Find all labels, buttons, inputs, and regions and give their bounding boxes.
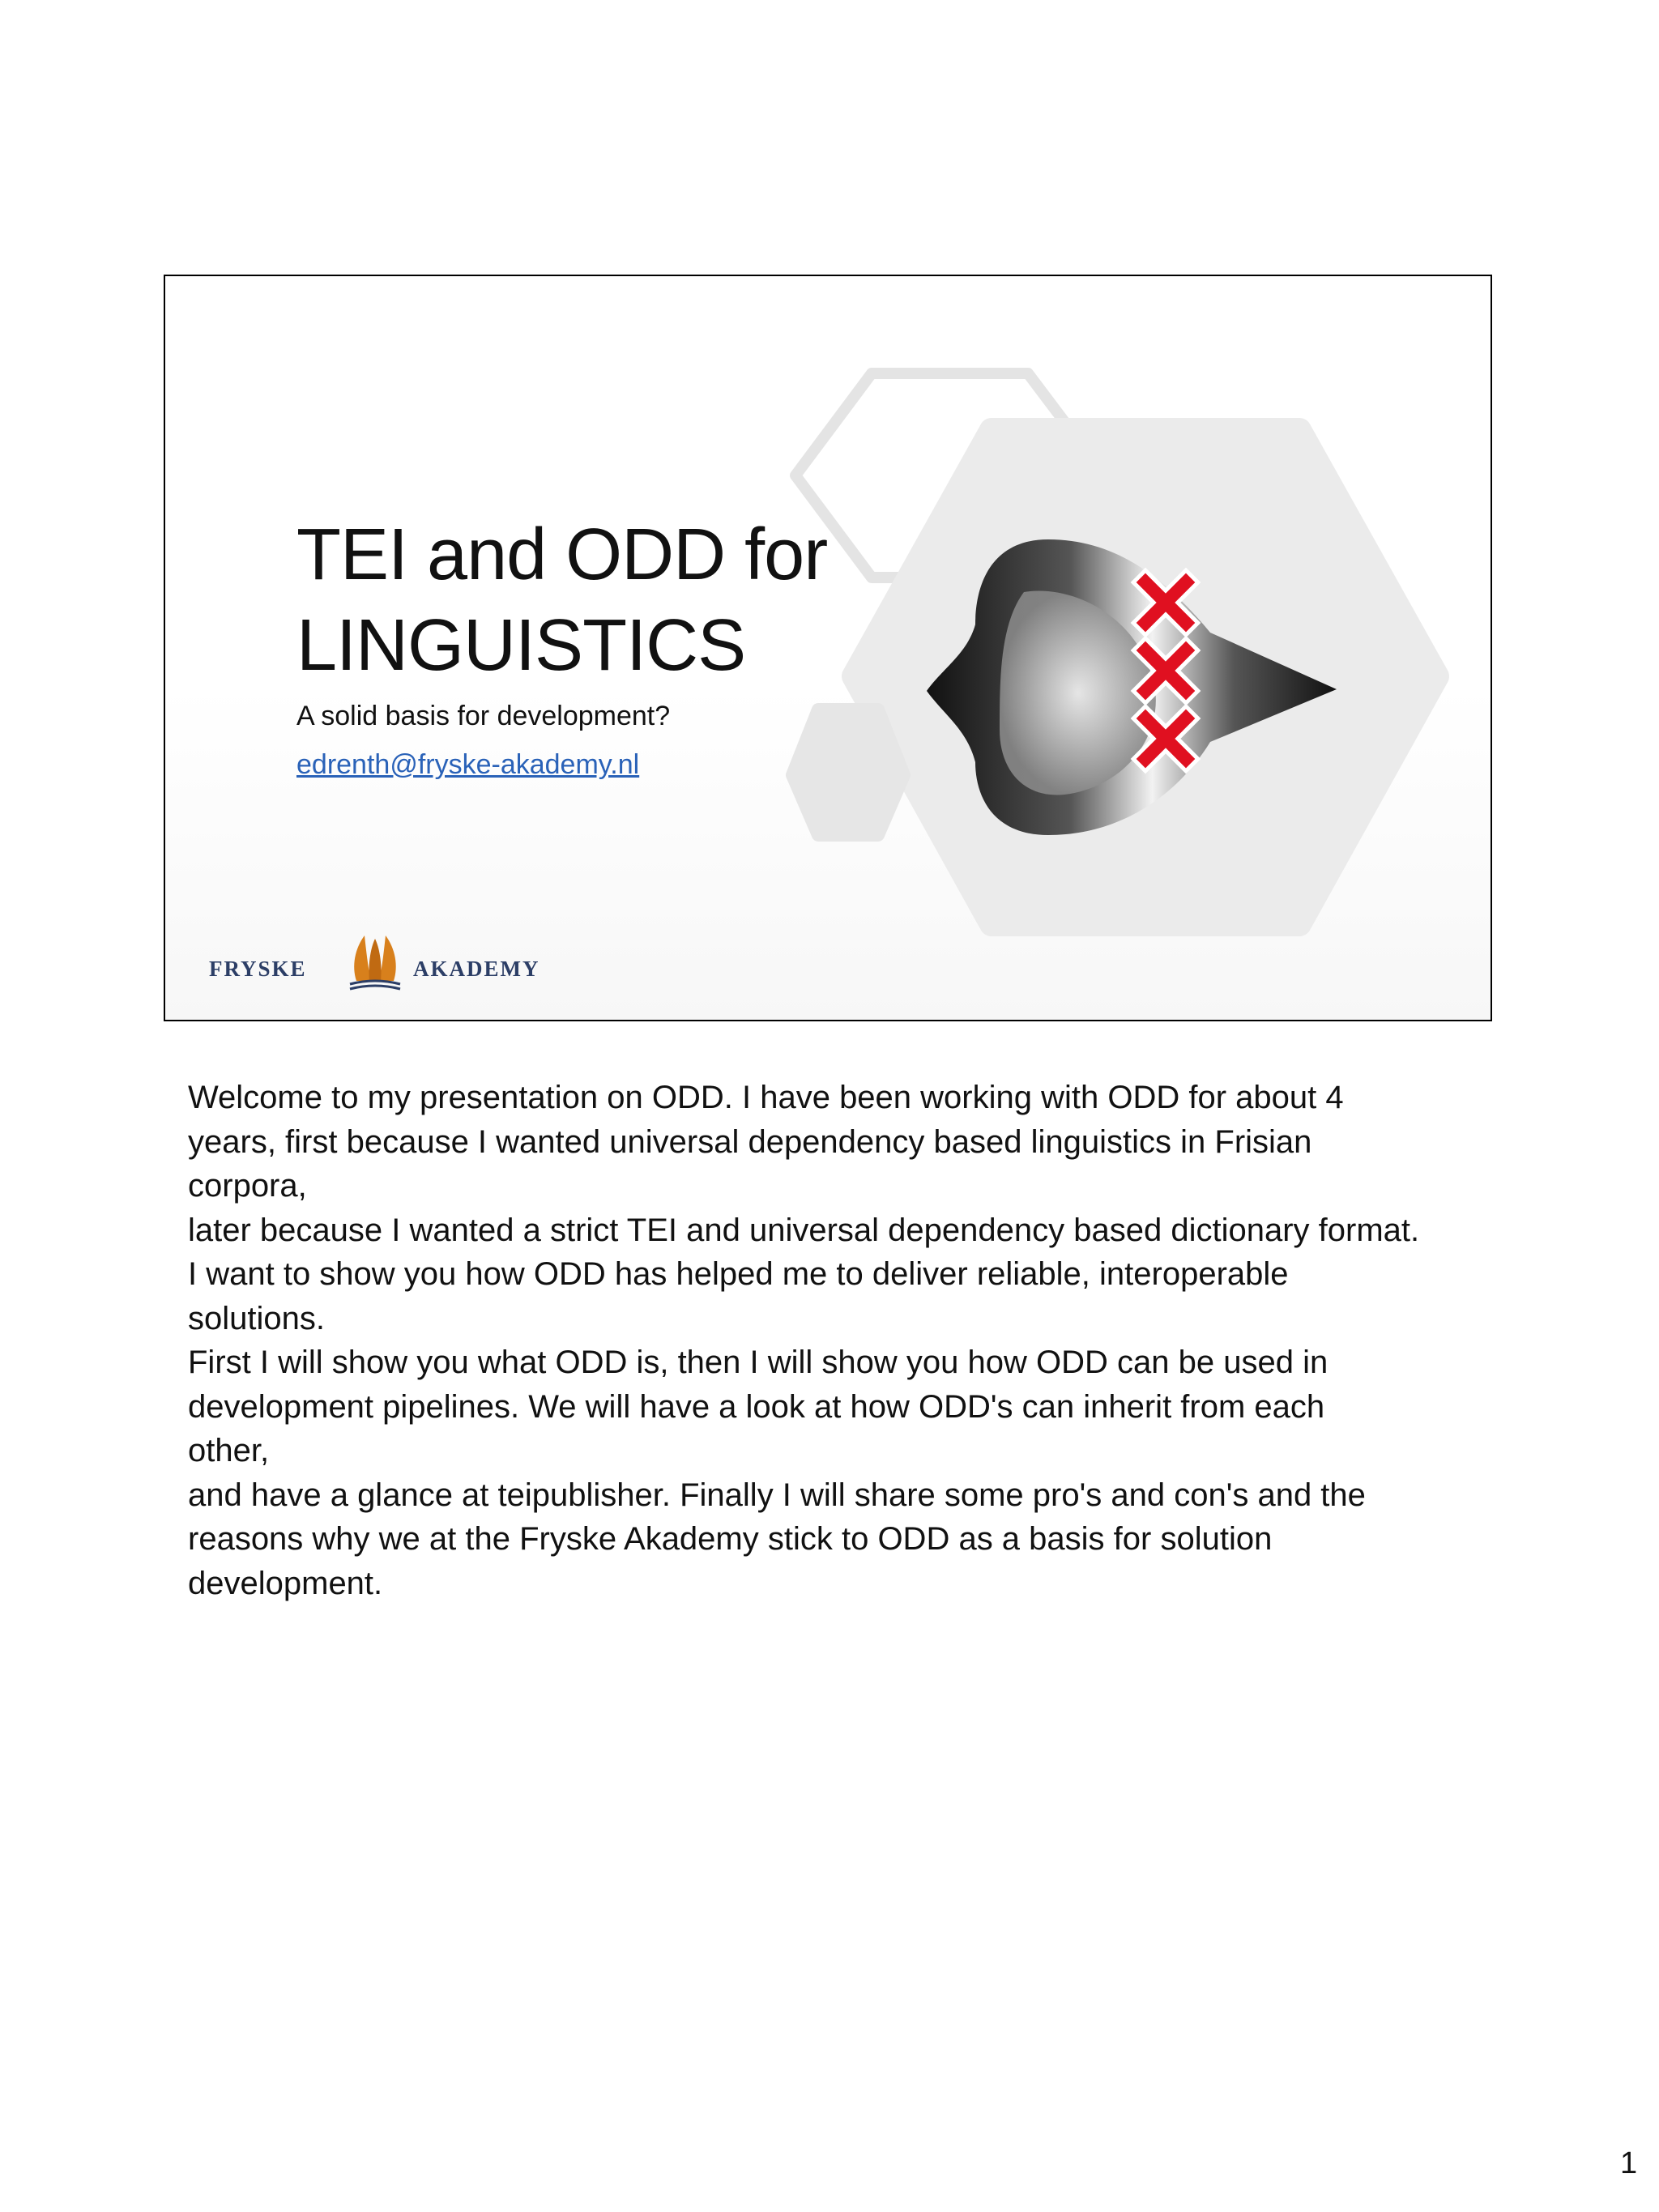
- fryske-akademy-logo: [201, 931, 540, 995]
- notes-line: First I will show you what ODD is, then I will show you how ODD can be used in: [188, 1345, 1328, 1380]
- small-hexagon: [792, 710, 904, 835]
- notes-line: other,: [188, 1433, 270, 1468]
- slide-subtitle: A solid basis for development?: [296, 701, 671, 731]
- page-number: 1: [1620, 2146, 1638, 2180]
- notes-line: later because I wanted a strict TEI and universal dependency based dictionary format.: [188, 1212, 1420, 1248]
- slide-title-line-2: LINGUISTICS: [296, 605, 746, 686]
- slide-title: [296, 509, 827, 691]
- logo-text-left: FRYSKE: [209, 957, 307, 981]
- notes-line: development.: [188, 1565, 383, 1601]
- speaker-notes: [188, 1076, 1484, 1605]
- notes-line: years, first because I wanted universal dependency based linguistics in Frisian: [188, 1123, 1312, 1160]
- notes-line: I want to show you how ODD has helped me to deliver reliable, interoperable: [188, 1256, 1289, 1292]
- notes-line: corpora,: [188, 1168, 307, 1204]
- slide-title-line-1: TEI and ODD for: [296, 514, 828, 595]
- notes-line: solutions.: [188, 1300, 325, 1336]
- logo-emblem-icon: [347, 931, 403, 995]
- notes-line: Welcome to my presentation on ODD. I have been working with ODD for about 4: [188, 1080, 1344, 1115]
- title-slide: [164, 275, 1492, 1021]
- notes-line: and have a glance at teipublisher. Finally I will share some pro's and con's and the: [188, 1477, 1366, 1513]
- notes-line: development pipelines. We will have a look at how ODD's can inherit from each: [188, 1388, 1325, 1425]
- email-link[interactable]: edrenth@fryske-akademy.nl: [296, 749, 640, 780]
- notes-line: reasons why we at the Fryske Akademy stick to ODD as a basis for solution: [188, 1521, 1273, 1557]
- logo-text-right: AKADEMY: [413, 957, 540, 981]
